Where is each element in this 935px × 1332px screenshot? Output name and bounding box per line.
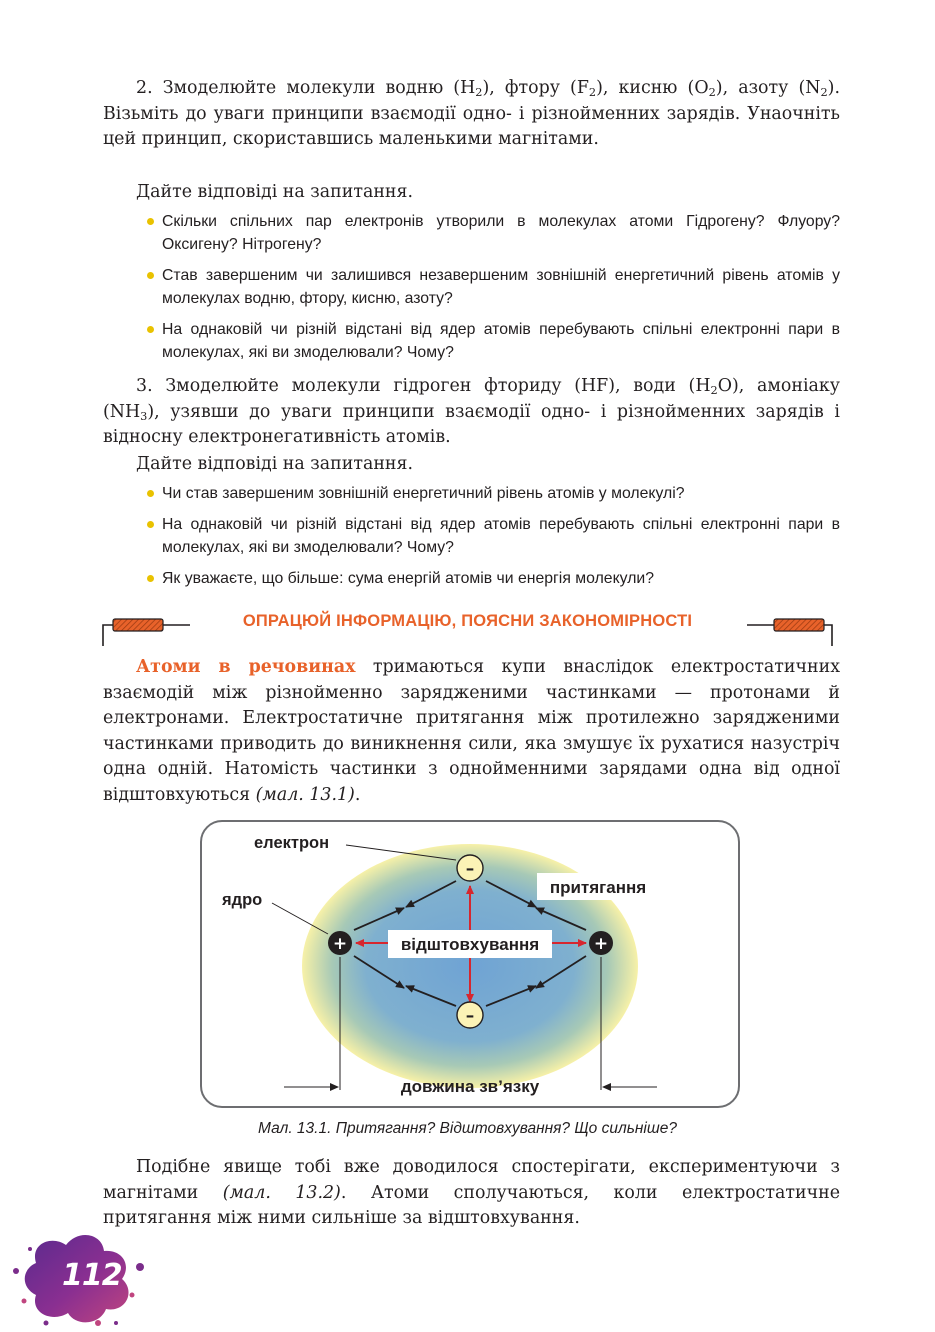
bullet-icon bbox=[147, 490, 154, 497]
task3-prompt: Дайте відповіді на запитання. bbox=[136, 454, 414, 474]
bullet-icon bbox=[147, 575, 154, 582]
bullet-icon bbox=[147, 218, 154, 225]
nucleus-label: ядро bbox=[222, 891, 263, 909]
nucleus-right bbox=[589, 931, 613, 955]
electron-top bbox=[457, 855, 483, 881]
svg-text:+: + bbox=[332, 934, 348, 954]
task3-questions bbox=[146, 482, 840, 598]
task2-questions bbox=[146, 210, 840, 372]
bullet-icon bbox=[147, 326, 154, 333]
svg-text:+: + bbox=[593, 934, 609, 954]
figure-reference: (мал. 13.1) bbox=[255, 784, 355, 805]
list-item: На однаковій чи різній відстані від ядер атомів перебувають спільні електронні пари в молекулах, які ви змоделювали? Чому? bbox=[146, 513, 840, 559]
svg-text:–: – bbox=[465, 1006, 475, 1026]
task3-paragraph: 3. Змоделюйте молекули гідроген фториду (HF), води $(H_2O)$, амоніаку $(NH_3)$, узявши до уваги принципи взаємодії одно- і різнойменних зарядів і відносну електронегативність атомів. bbox=[103, 376, 840, 447]
task3-number: 3. bbox=[136, 376, 153, 396]
repulsion-label: відштовхування bbox=[400, 935, 540, 954]
electron-bottom bbox=[457, 1002, 483, 1028]
figure-caption: Мал. 13.1. Притягання? Відштовхування? Що сильніше? bbox=[258, 1120, 677, 1137]
task2-number: 2. bbox=[136, 78, 153, 98]
figure-reference: (мал. 13.2) bbox=[222, 1182, 341, 1203]
bullet-icon bbox=[147, 272, 154, 279]
list-item: Скільки спільних пар електронів утворили в молекулах атоми Гідрогену? Флуору? Оксигену? Нітрогену? bbox=[146, 210, 840, 256]
nucleus-left bbox=[328, 931, 352, 955]
list-item: Як уважаєте, що більше: сума енергій атомів чи енергія молекули? bbox=[146, 567, 840, 590]
page-number: 112 bbox=[62, 1258, 122, 1293]
bullet-icon bbox=[147, 521, 154, 528]
key-term: Атоми в речовинах bbox=[136, 657, 356, 677]
body-paragraph-1: Атоми в речовинах тримаються купи внаслідок електростатичних взаємодій між різнойменно зарядженими частинками — протонами й електронами. Електростатичне притягання між протилежно зарядженими частинками приводить до виникнення сили, яка змушує їх рухатися назустріч одна одній. Натомість частинки з однойменними зарядами одна від одної відштовхуються (мал. 13.1). bbox=[103, 657, 840, 805]
section-heading: ОПРАЦЮЙ ІНФОРМАЦІЮ, ПОЯСНИ ЗАКОНОМІРНОСТІ bbox=[242, 612, 693, 630]
svg-text:–: – bbox=[465, 859, 475, 879]
bond-length-label: довжина зв’язку bbox=[400, 1077, 540, 1096]
electron-label: електрон bbox=[254, 834, 330, 852]
task2-paragraph: 2. Змоделюйте молекули водню $(H_2)$, фтору $(F_2)$, кисню $(O_2)$, азоту $(N_2)$. Візьміть до уваги принципи взаємодії одно- і різнойменних зарядів. Унаочніть цей принцип, скориставшись маленькими магнітами. bbox=[103, 78, 840, 149]
task2-prompt: Дайте відповіді на запитання. bbox=[136, 182, 414, 202]
body-paragraph-2: Подібне явище тобі вже доводилося спостерігати, експериментуючи з магнітами (мал. 13.2). Атоми сполучаються, коли електростатичне притягання між ними сильніше за відштовхування. bbox=[103, 1157, 840, 1228]
attraction-repulsion-diagram bbox=[200, 820, 740, 1108]
attraction-label: притягання bbox=[549, 878, 647, 897]
list-item: Став завершеним чи залишився незавершеним зовнішній енергетичний рівень атомів у молекулах водню, фтору, кисню, азоту? bbox=[146, 264, 840, 310]
list-item: Чи став завершеним зовнішній енергетичний рівень атомів у молекулі? bbox=[146, 482, 840, 505]
list-item: На однаковій чи різній відстані від ядер атомів перебувають спільні електронні пари в молекулах, які ви змоделювали? Чому? bbox=[146, 318, 840, 364]
